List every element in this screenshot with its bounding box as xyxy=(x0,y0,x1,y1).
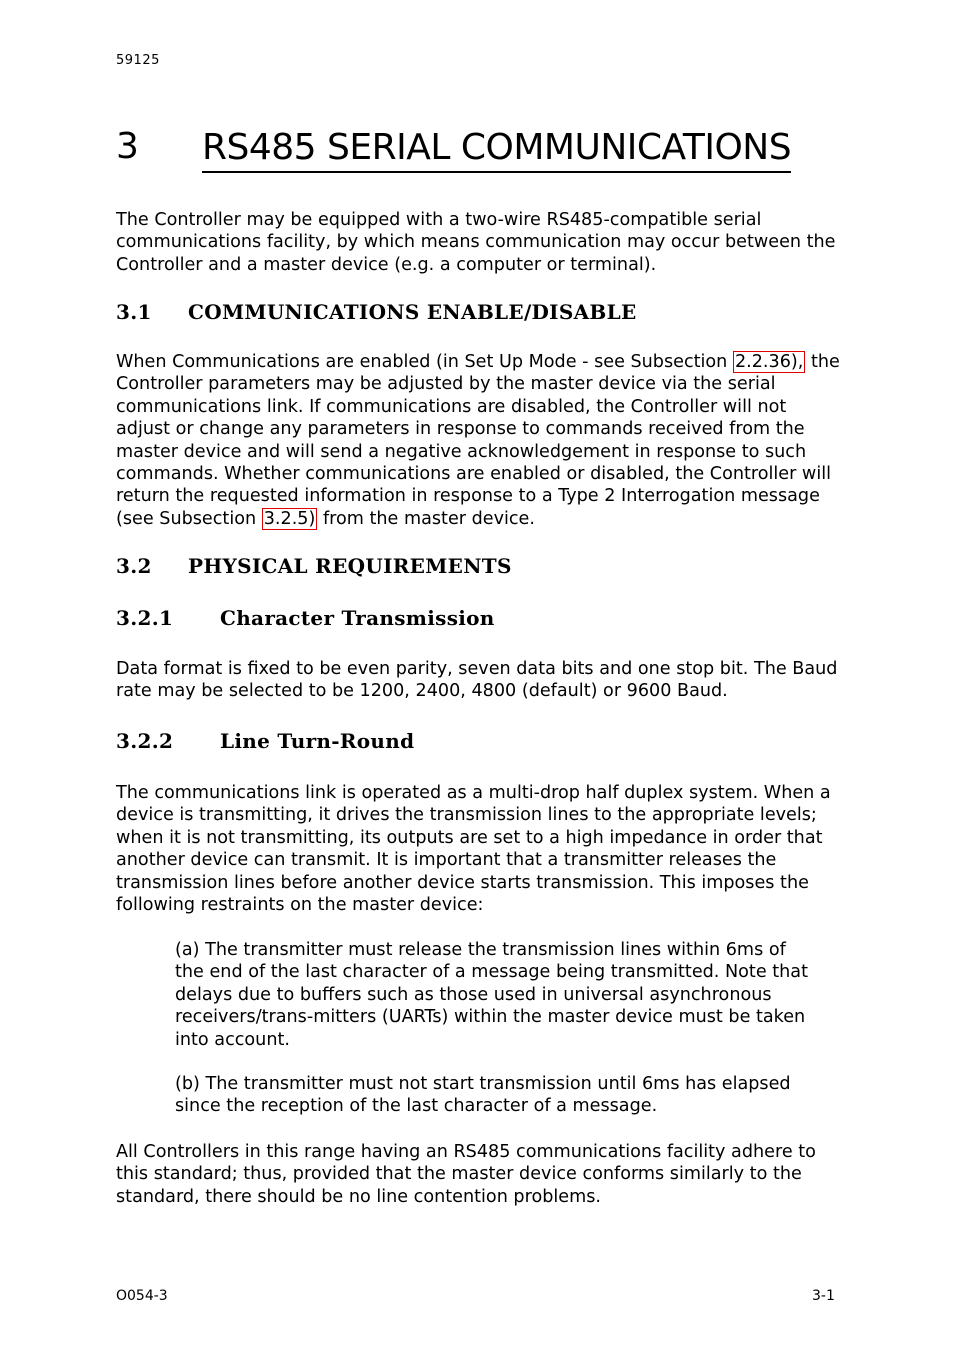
section-number: 3.2.1 xyxy=(116,606,174,630)
page-number: 3-1 xyxy=(812,1288,835,1304)
section-3-2-1-paragraph: Data format is fixed to be even parity, seven data bits and one stop bit. The Baud rate may be selected to be 1200, 2400, 4800 (default) or 9600 Baud. xyxy=(116,659,838,702)
text-segment: When Communications are enabled (in Set Up Mode - see Subsection xyxy=(116,352,733,372)
text-segment: the Controller parameters may be adjusted by the master device via the serial communications link. If communications are disabled, the Controller will not adjust or change any parameters in response to commands received from the master device and will send a negative acknowledgement in response to such commands. Whether communications are enabled or disabled, the Controller will return the requested information in response to a Type 2 Interrogation message (see Subsection xyxy=(116,352,840,529)
section-title: PHYSICAL REQUIREMENTS xyxy=(188,554,512,578)
section-title: Line Turn-Round xyxy=(220,729,415,753)
section-3-2-2-paragraph: The communications link is operated as a multi-drop half duplex system. When a device is transmitting, it drives the transmission lines to the appropriate levels; when it is not transmitting, its outputs are set to a high impedance in order that another device can transmit. It is important that a transmitter releases the transmission lines before another device starts transmission. This imposes the following restraints on the master device: xyxy=(116,783,831,916)
section-title: Character Transmission xyxy=(220,606,495,630)
chapter-title: RS485 SERIAL COMMUNICATIONS xyxy=(202,126,791,173)
text-segment: from the master device. xyxy=(317,508,535,529)
chapter-number: 3 xyxy=(116,126,139,167)
section-heading-3-2-1 xyxy=(116,606,816,634)
section-number: 3.2 xyxy=(116,554,152,578)
list-item-b: (b) The transmitter must not start transmission until 6ms has elapsed since the reception of the last character of a message. xyxy=(175,1074,791,1117)
section-3-1-paragraph xyxy=(116,351,844,530)
list-item-a: (a) The transmitter must release the transmission lines within 6ms of the end of the last character of a message being transmitted. Note that delays due to buffers such as those used in universal asynchronous receivers/trans-mitters (UARTs) within the master device must be taken into account. xyxy=(175,940,808,1050)
section-heading-3-1 xyxy=(116,300,816,328)
footer-doc-ref: O054-3 xyxy=(116,1288,168,1304)
subsection-link-3-2-5[interactable]: 3.2.5) xyxy=(263,508,316,529)
document-number: 59125 xyxy=(116,53,160,68)
section-number: 3.2.2 xyxy=(116,729,174,753)
section-heading-3-2-2 xyxy=(116,729,816,757)
section-number: 3.1 xyxy=(116,300,152,324)
section-heading-3-2 xyxy=(116,554,816,582)
subsection-link-2-2-36[interactable]: 2.2.36), xyxy=(734,352,804,372)
closing-paragraph: All Controllers in this range having an RS485 communications facility adhere to this standard; thus, provided that the master device conforms similarly to the standard, there should be no line contention problems. xyxy=(116,1142,816,1207)
intro-paragraph: The Controller may be equipped with a two-wire RS485-compatible serial communications facility, by which means communication may occur between the Controller and a master device (e.g. a computer or terminal). xyxy=(116,210,836,275)
section-title: COMMUNICATIONS ENABLE/DISABLE xyxy=(188,300,637,324)
